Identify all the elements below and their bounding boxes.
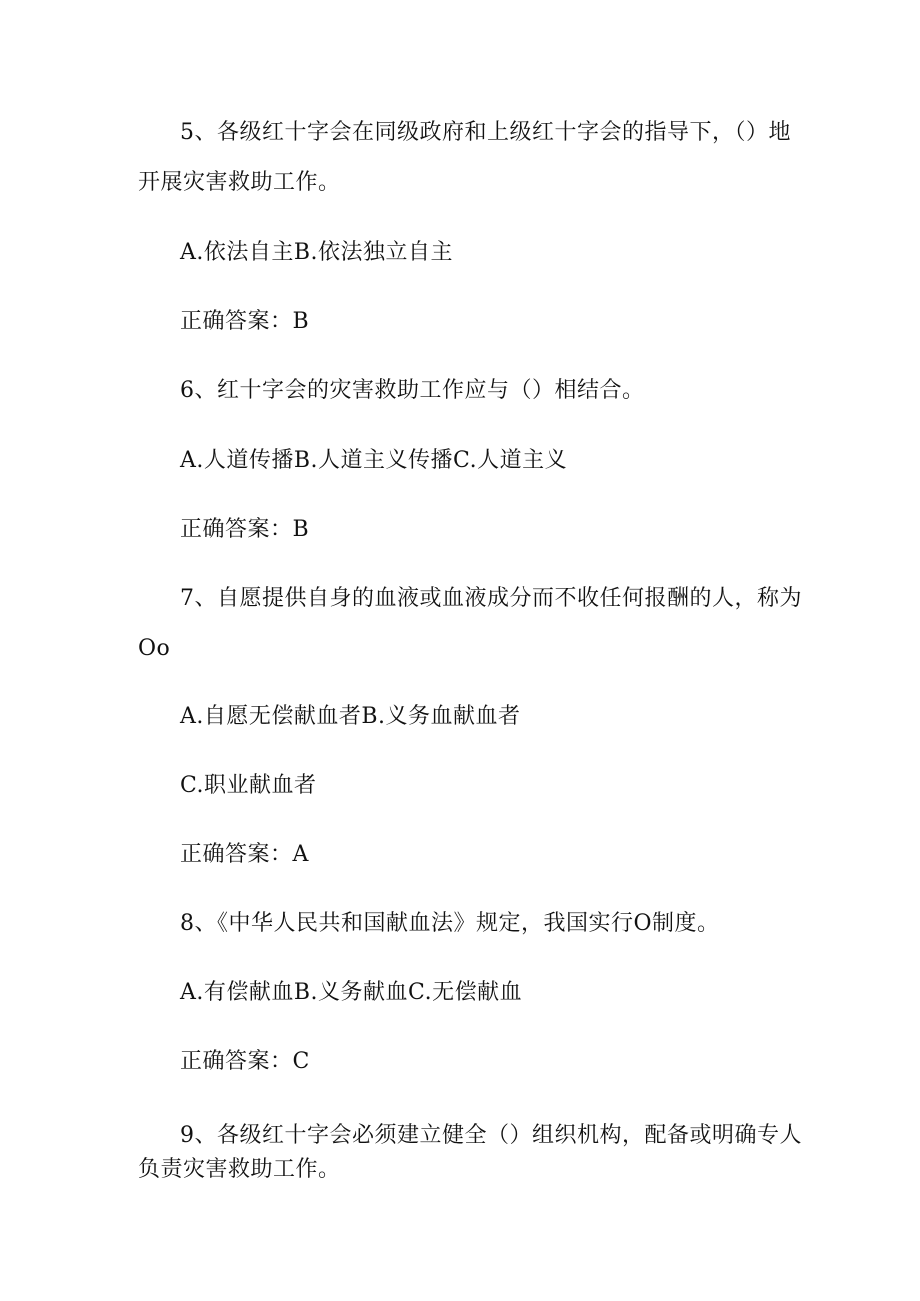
question-6-stem-line1: 6、红十字会的灾害救助工作应与（）相结合。 bbox=[180, 378, 645, 403]
question-9-stem-line2: 负责灾害救助工作。 bbox=[138, 1157, 341, 1182]
question-7-stem-line2: Oo bbox=[138, 636, 171, 661]
question-8-options: A.有偿献血B.义务献血C.无偿献血 bbox=[180, 980, 523, 1005]
question-9-stem-line1: 9、各级红十字会必须建立健全（）组织机构，配备或明确专人 bbox=[180, 1123, 802, 1148]
question-6-answer: 正确答案：B bbox=[180, 517, 310, 542]
question-8-answer: 正确答案：C bbox=[180, 1049, 310, 1074]
question-7-answer: 正确答案：A bbox=[180, 842, 309, 867]
question-5-stem-line2: 开展灾害救助工作。 bbox=[138, 170, 341, 195]
question-5-stem-line1: 5、各级红十字会在同级政府和上级红十字会的指导下，（）地 bbox=[180, 120, 791, 145]
question-5-answer: 正确答案：B bbox=[180, 309, 310, 334]
question-8-stem-line1: 8、《中华人民共和国献血法》规定，我国实行O制度。 bbox=[180, 911, 720, 936]
question-7-option-c: C.职业献血者 bbox=[180, 773, 317, 798]
question-5-options: A.依法自主B.依法独立自主 bbox=[180, 240, 454, 265]
question-7-option-a-b: A.自愿无偿献血者B.义务血献血者 bbox=[180, 704, 521, 729]
question-6-options: A.人道传播B.人道主义传播C.人道主义 bbox=[180, 448, 568, 473]
question-7-stem-line1: 7、自愿提供自身的血液或血液成分而不收任何报酬的人，称为 bbox=[180, 586, 802, 611]
